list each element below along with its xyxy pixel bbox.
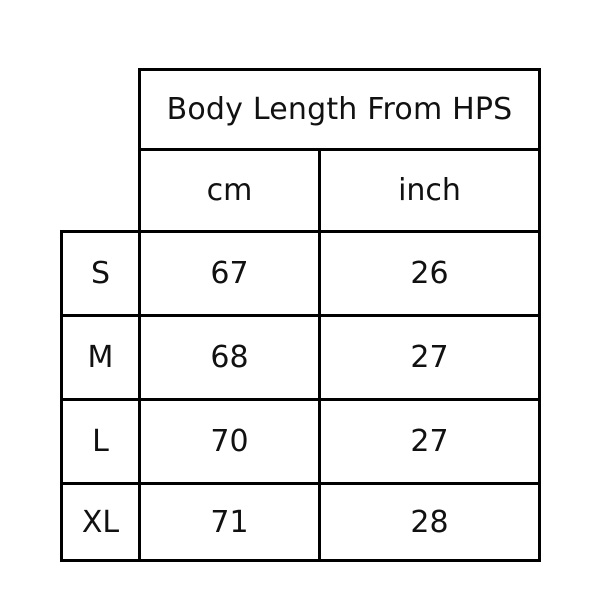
chart-title: Body Length From HPS	[140, 70, 540, 150]
table-row	[62, 400, 540, 484]
unit-header-inch: inch	[320, 150, 540, 232]
value-m-inch: 27	[320, 316, 540, 400]
unit-header-cm: cm	[140, 150, 320, 232]
value-l-inch: 27	[320, 400, 540, 484]
corner-spacer	[62, 70, 140, 150]
value-xl-cm: 71	[140, 484, 320, 561]
size-chart-table	[60, 68, 541, 562]
table-row	[62, 232, 540, 316]
value-m-cm: 68	[140, 316, 320, 400]
table-row	[62, 316, 540, 400]
value-xl-inch: 28	[320, 484, 540, 561]
table-row	[62, 484, 540, 561]
corner-spacer-2	[62, 150, 140, 232]
value-s-inch: 26	[320, 232, 540, 316]
value-s-cm: 67	[140, 232, 320, 316]
size-label-s: S	[62, 232, 140, 316]
size-label-l: L	[62, 400, 140, 484]
size-label-xl: XL	[62, 484, 140, 561]
table-row-title	[62, 70, 540, 150]
table-row-units	[62, 150, 540, 232]
value-l-cm: 70	[140, 400, 320, 484]
size-label-m: M	[62, 316, 140, 400]
